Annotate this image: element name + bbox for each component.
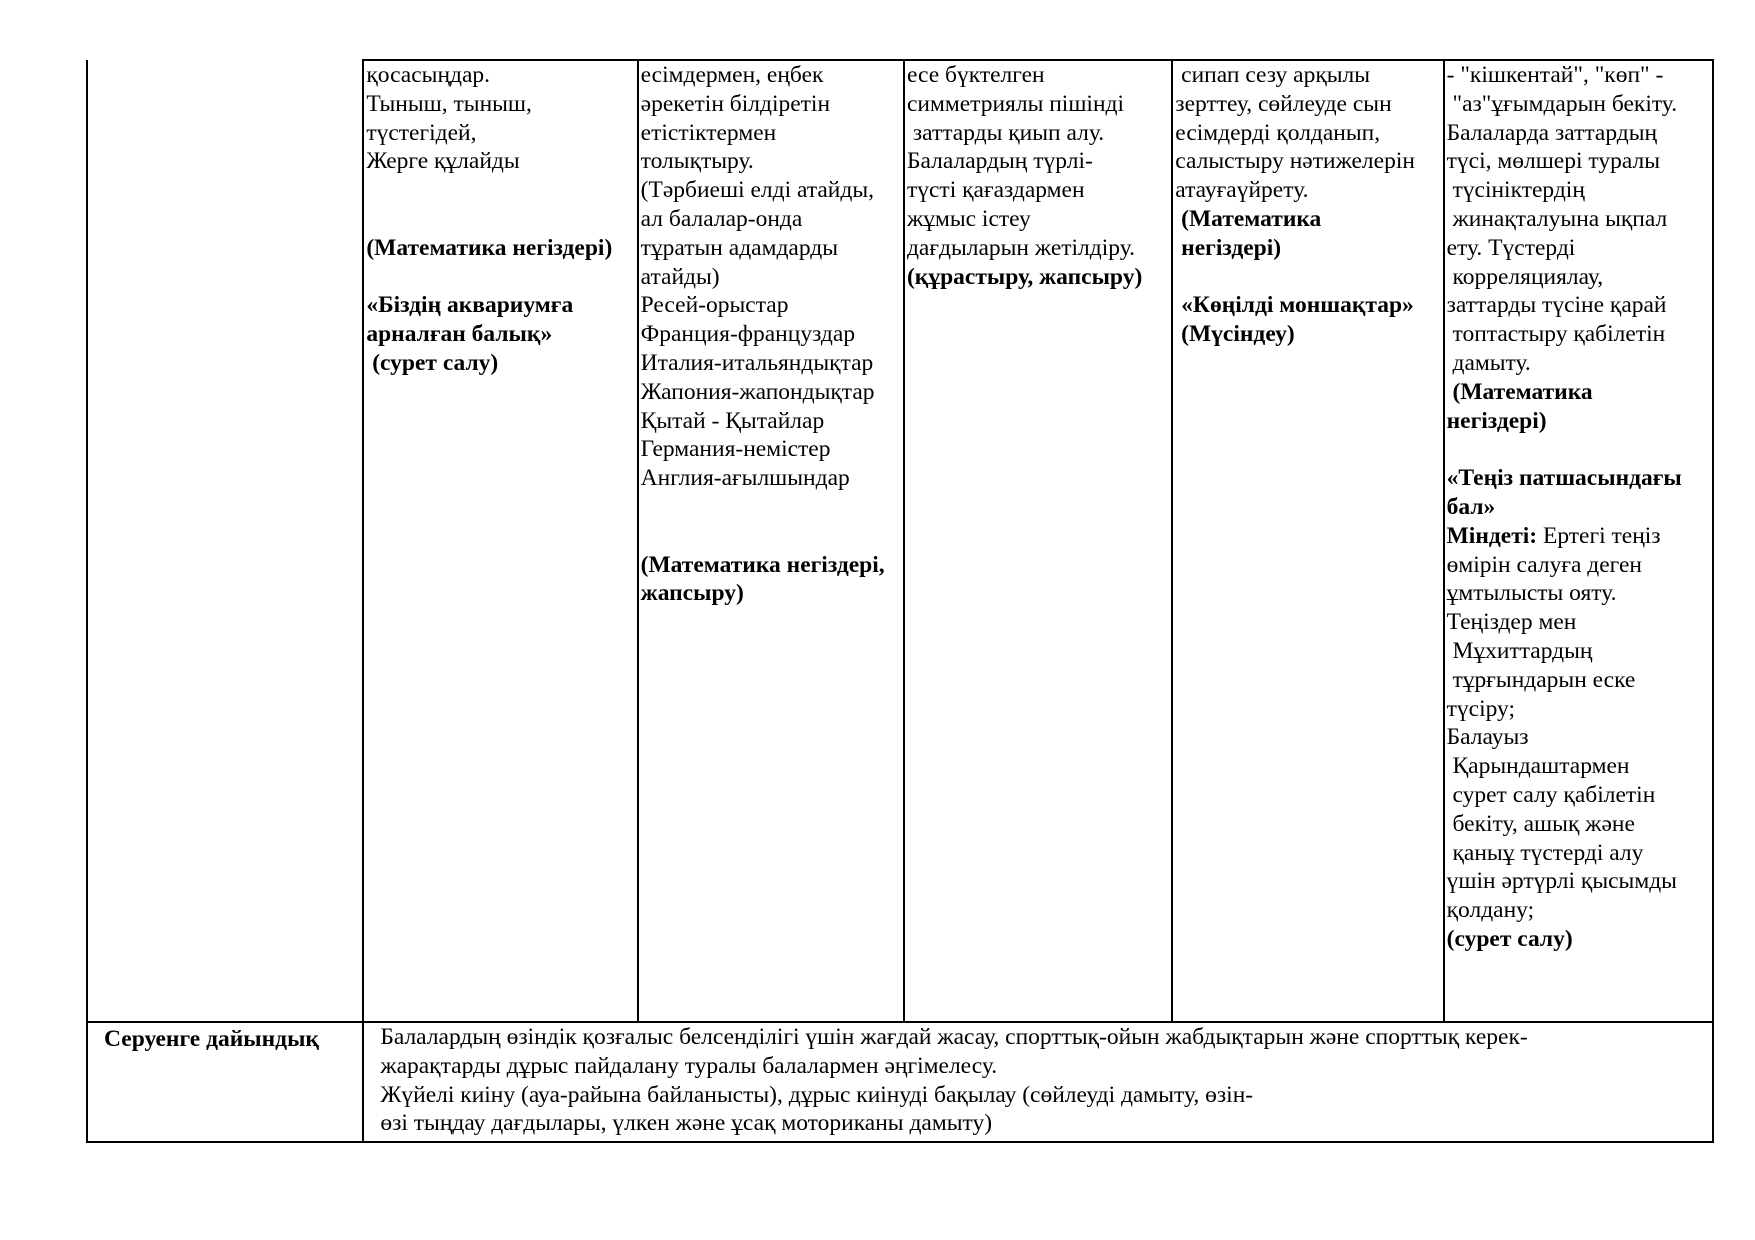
cell-text-line: Ресей-орыстар [640, 292, 789, 319]
cell-text-line: топтастыру қабілетін [1446, 321, 1666, 348]
cell-text-line: (құрастыру, жапсыру) [906, 263, 1143, 290]
cell-text-line: Қарындаштармен [1446, 753, 1630, 780]
cell-text-line: «Көңілді моншақтар» [1175, 292, 1414, 319]
cell-text-line: есімдерді қолданып, [1175, 119, 1381, 146]
cell-text-line: (Математика [1446, 378, 1593, 405]
cell-text-line: Қытай - Қытайлар [640, 407, 825, 434]
cell-text-line: толықтыру. [640, 148, 754, 175]
cell-text-line: жапсыру) [640, 580, 744, 607]
cell-text-line: қосасыңдар. [366, 62, 491, 88]
cell-text-line: Жерге құлайды [366, 148, 520, 175]
row-label-cell-empty [87, 60, 363, 1022]
cell-text-line: әрекетін білдіретін [640, 90, 831, 117]
schedule-table [86, 59, 1714, 1143]
cell-text-line: түстегідей, [366, 119, 477, 146]
cell-text-line: (сурет салу) [1446, 925, 1573, 952]
cell-text-line: Франция-француздар [640, 321, 856, 348]
cell-text-line [1175, 263, 1442, 292]
cell-text-line: түсініктердің [1446, 177, 1585, 204]
cell-text-line: түсті қағаздармен [906, 177, 1085, 204]
cell-text-line: түсіру; [1446, 695, 1516, 722]
cell-text-line: Мұхиттардың [1446, 637, 1593, 664]
cell-text-line: арналған балық» [366, 321, 553, 348]
cell-text-line: (сурет салу) [366, 349, 499, 376]
walk-preparation-description-cell [363, 1022, 1713, 1142]
cell-text-line: есімдермен, еңбек [640, 62, 824, 88]
cell-text-line: Германия-немістер [640, 436, 831, 463]
cell-text-line: бекіту, ашық және [1446, 810, 1635, 837]
cell-text-line: Жапония-жапондықтар [640, 378, 875, 405]
cell-text-line: сипап сезу арқылы [1175, 62, 1371, 88]
cell-text-line: ал балалар-онда [640, 205, 803, 232]
cell-text-line: дағдыларын жетілдіру. [906, 234, 1135, 261]
cell-text-line: «Біздің аквариумға [366, 292, 574, 319]
cell-text-line [641, 522, 903, 551]
cell-text-line: дамыту. [1446, 349, 1531, 376]
cell-text-line: заттарды қиып алу. [906, 119, 1105, 146]
cell-text-line: (Математика [1175, 205, 1322, 232]
walk-preparation-line: Жүйелі киіну (ауа-райына байланысты), дұрыс киінуді бақылау (сөйлеуді дамыту, өзін- [380, 1081, 1254, 1108]
cell-text-line: тұрғындарын еске [1446, 666, 1636, 693]
cell-text-line: үшін әртүрлі қысымды [1446, 868, 1677, 895]
activities-row [87, 60, 1713, 1022]
cell-text-line [366, 205, 636, 234]
cell-text-line: өмірін салуға деген [1446, 551, 1643, 578]
cell-text-line: (Тәрбиеші елді атайды, [640, 177, 875, 204]
cell-text-line: заттарды түсіне қарай [1446, 292, 1667, 319]
cell-text-line: негіздері) [1446, 407, 1547, 434]
cell-text-line [366, 263, 636, 292]
walk-preparation-label: Серуенге дайындық [104, 1026, 319, 1052]
cell-text-line: жұмыс істеу [906, 205, 1031, 232]
cell-text-line: ету. Түстерді [1446, 234, 1576, 261]
cell-text-line [1447, 435, 1712, 464]
activity-cell-2 [638, 60, 904, 1022]
cell-text-line: атайды) [640, 263, 720, 290]
cell-text-line: корреляциялау, [1446, 263, 1604, 290]
activity-cell-3 [904, 60, 1172, 1022]
cell-text-line: Балауыз [1446, 724, 1529, 751]
cell-text-line: Англия-ағылшындар [640, 465, 850, 492]
cell-text-line [641, 493, 903, 522]
activity-cell-4 [1172, 60, 1443, 1022]
cell-text-line [1447, 522, 1712, 551]
walk-preparation-line: жарақтарды дұрыс пайдалану туралы балалармен әңгімелесу. [380, 1052, 998, 1079]
cell-text-line: тұратын адамдарды [640, 234, 839, 261]
cell-text-line: «Теңіз патшасындағы [1446, 465, 1682, 492]
cell-text-line: есе бүктелген [906, 62, 1045, 88]
task-label: Міндеті: [1446, 522, 1538, 549]
cell-text-line: Тыныш, тыныш, [366, 90, 532, 117]
cell-text-line: бал» [1446, 493, 1496, 520]
cell-text-line: Италия-итальяндықтар [640, 349, 874, 376]
cell-text-line: салыстыру нәтижелерін [1175, 148, 1415, 175]
cell-text-line: жинақталуына ықпал [1446, 205, 1668, 232]
cell-text-line: "аз"ұғымдарын бекіту. [1446, 90, 1678, 117]
cell-text-line: қолдану; [1446, 897, 1535, 924]
cell-text-line [366, 176, 636, 205]
cell-text-line: қаныұ түстерді алу [1446, 839, 1644, 866]
cell-text-line: зерттеу, сөйлеуде сын [1175, 90, 1392, 117]
cell-text-line: сурет салу қабілетін [1446, 781, 1656, 808]
activity-cell-1 [363, 60, 637, 1022]
cell-text-line: (Математика негіздері, [640, 551, 885, 578]
cell-text-line: негіздері) [1175, 234, 1282, 261]
walk-preparation-line: Балалардың өзіндік қозғалыс белсенділігі үшін жағдай жасау, спорттық-ойын жабдықтарын және спорттық керек- [380, 1024, 1528, 1050]
walk-preparation-label-cell [87, 1022, 363, 1142]
walk-preparation-line: өзі тыңдау дағдылары, үлкен және ұсақ моториканы дамыту) [380, 1110, 993, 1137]
cell-text-line: - "кішкентай", "көп" - [1446, 62, 1664, 88]
cell-text-line: (Математика негіздері) [366, 234, 613, 261]
task-text: Ертегі теңіз [1537, 522, 1661, 549]
cell-text-line: Теңіздер мен [1446, 609, 1577, 636]
cell-text-line: (Мүсіндеу) [1175, 321, 1295, 348]
activity-cell-5 [1444, 60, 1713, 1022]
cell-text-line: Балаларда заттардың [1446, 119, 1658, 146]
cell-text-line: түсі, мөлшері туралы [1446, 148, 1660, 175]
cell-text-line: етістіктермен [640, 119, 777, 146]
cell-text-line: симметриялы пішінді [906, 90, 1125, 117]
cell-text-line: атауғаүйрету. [1175, 177, 1309, 204]
cell-text-line: Балалардың түрлі- [906, 148, 1093, 175]
cell-text-line: ұмтылысты ояту. [1446, 580, 1617, 607]
walk-preparation-row [87, 1022, 1713, 1142]
